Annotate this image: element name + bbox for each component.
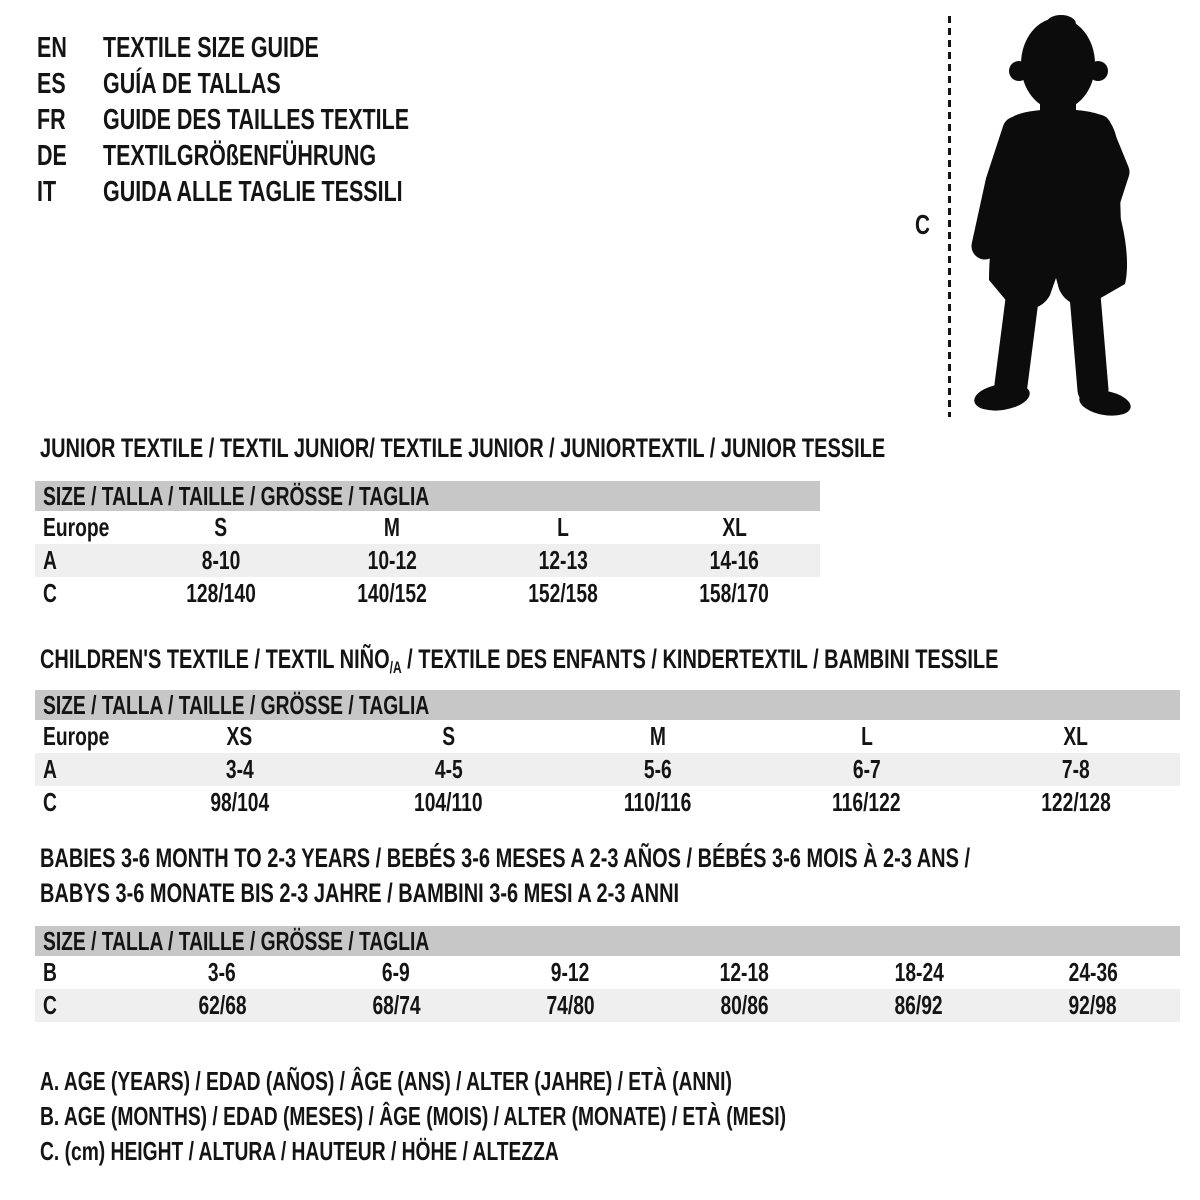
table-cell: 5-6: [643, 754, 672, 784]
table-cell: 14-16: [709, 545, 759, 575]
table-row-height-cm: [35, 989, 1180, 1022]
table-cell: 3-4: [225, 754, 254, 784]
table-cell: 12-13: [538, 545, 588, 575]
table-cell: M: [649, 721, 666, 751]
table-cell: 152/158: [528, 578, 598, 608]
table-cell: XS: [226, 721, 253, 751]
language-title-list: [37, 30, 517, 210]
table-cell: 80/86: [720, 990, 769, 1020]
legend-age-months: B. AGE (MONTHS) / EDAD (MESES) / ÂGE (MOIS) / ALTER (MONATE) / ETÀ (MESI): [40, 1101, 787, 1131]
table-cell: 62/68: [198, 990, 247, 1020]
legend-age-years: A. AGE (YEARS) / EDAD (AÑOS) / ÂGE (ANS) / ALTER (JAHRE) / ETÀ (ANNI): [40, 1066, 732, 1096]
row-label: B: [43, 957, 57, 987]
table-cell: 8-10: [201, 545, 240, 575]
height-measure-dashed-line: [948, 16, 951, 417]
row-label: Europe: [43, 721, 110, 751]
table-cell: 122/128: [1040, 787, 1111, 817]
table-cell: 68/74: [372, 990, 421, 1020]
table-cell: M: [383, 512, 400, 542]
table-cell: S: [214, 512, 228, 542]
junior-section-title: JUNIOR TEXTILE / TEXTIL JUNIOR/ TEXTILE JUNIOR / JUNIORTEXTIL / JUNIOR TESSILE: [40, 433, 886, 463]
row-label: Europe: [43, 512, 110, 542]
nino-a-subscript: /A: [389, 658, 402, 677]
size-header-bar: SIZE / TALLA / TAILLE / GRÖSSE / TAGLIA: [35, 690, 1180, 720]
language-code: EN: [37, 31, 67, 64]
guide-title-es: GUÍA DE TALLAS: [103, 67, 281, 100]
babies-section-title-line1: BABIES 3-6 MONTH TO 2-3 YEARS / BEBÉS 3-6 MESES A 2-3 AÑOS / BÉBÉS 3-6 MOIS À 2-3 ANS /: [40, 843, 971, 873]
table-row-age-months: [35, 956, 1180, 989]
table-cell: 4-5: [434, 754, 463, 784]
language-row-de: [37, 138, 517, 174]
table-row-europe: [35, 511, 820, 544]
table-cell: 110/116: [623, 787, 692, 817]
table-cell: 6-9: [382, 957, 411, 987]
toddler-silhouette-icon: [962, 10, 1142, 416]
row-label: A: [43, 545, 57, 575]
table-cell: 3-6: [208, 957, 236, 987]
guide-title-it: GUIDA ALLE TAGLIE TESSILI: [103, 175, 403, 208]
junior-size-table: [35, 481, 820, 610]
table-cell: XL: [722, 512, 747, 542]
table-row-europe: [35, 720, 1180, 753]
table-cell: L: [860, 721, 873, 751]
language-code: DE: [37, 139, 67, 172]
babies-size-table: [35, 926, 1180, 1022]
guide-title-fr: GUIDE DES TAILLES TEXTILE: [103, 103, 410, 136]
language-row-en: [37, 30, 517, 66]
table-row-height-cm: [35, 577, 820, 610]
row-label: C: [43, 787, 57, 817]
table-cell: 24-36: [1068, 957, 1118, 987]
babies-section-title-line2: BABYS 3-6 MONATE BIS 2-3 JAHRE / BAMBINI 3-6 MESI A 2-3 ANNI: [40, 878, 680, 908]
table-cell: 7-8: [1061, 754, 1090, 784]
table-cell: 9-12: [551, 957, 590, 987]
language-code: FR: [37, 103, 66, 136]
legend-height-cm: C. (cm) HEIGHT / ALTURA / HAUTEUR / HÖHE / ALTEZZA: [40, 1136, 559, 1166]
row-label: C: [43, 578, 57, 608]
table-cell: 116/122: [832, 787, 901, 817]
table-cell: XL: [1063, 721, 1088, 751]
table-row-age-years: [35, 544, 820, 577]
language-code: ES: [37, 67, 66, 100]
table-row-height-cm: [35, 786, 1180, 819]
table-cell: 74/80: [546, 990, 595, 1020]
table-cell: 104/110: [414, 787, 483, 817]
table-cell: 12-18: [719, 957, 770, 987]
row-label: C: [43, 990, 57, 1020]
guide-title-en: TEXTILE SIZE GUIDE: [103, 31, 319, 64]
children-size-table: [35, 690, 1180, 819]
table-cell: 98/104: [210, 787, 269, 817]
table-cell: 10-12: [367, 545, 417, 575]
size-header-bar: SIZE / TALLA / TAILLE / GRÖSSE / TAGLIA: [35, 926, 1180, 956]
language-row-fr: [37, 102, 517, 138]
table-row-age-years: [35, 753, 1180, 786]
language-row-it: [37, 174, 517, 210]
table-cell: 128/140: [185, 578, 256, 608]
table-cell: L: [557, 512, 569, 542]
table-cell: 158/170: [699, 578, 770, 608]
language-row-es: [37, 66, 517, 102]
table-cell: 6-7: [852, 754, 881, 784]
table-cell: 92/98: [1068, 990, 1118, 1020]
height-measure-label: C: [915, 209, 930, 240]
row-label: A: [43, 754, 57, 784]
children-section-title: CHILDREN'S TEXTILE / TEXTIL NIÑO/A / TEXTILE DES ENFANTS / KINDERTEXTIL / BAMBINI TESSILE: [40, 644, 999, 677]
table-cell: S: [442, 721, 455, 751]
language-code: IT: [37, 175, 57, 208]
size-header-bar: SIZE / TALLA / TAILLE / GRÖSSE / TAGLIA: [35, 481, 820, 511]
table-cell: 140/152: [357, 578, 427, 608]
table-cell: 86/92: [894, 990, 943, 1020]
table-cell: 18-24: [894, 957, 944, 987]
guide-title-de: TEXTILGRÖßENFÜHRUNG: [103, 139, 377, 172]
